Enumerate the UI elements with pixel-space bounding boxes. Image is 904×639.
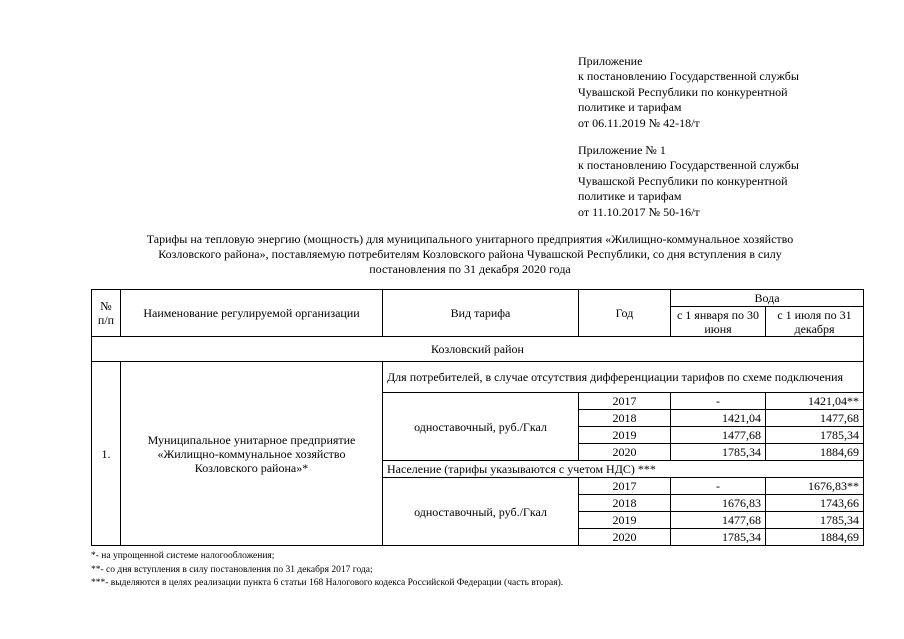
appendix-line: политике и тарифам [578, 189, 682, 204]
header-period-2: с 1 июля по 31 декабря [766, 307, 864, 337]
footnote: *- на упрощенной системе налогообложения; [91, 551, 275, 561]
header-water: Вода [671, 290, 864, 307]
value-cell: 1421,04 [671, 410, 766, 427]
value-cell: 1421,04** [766, 393, 864, 410]
value-cell: 1477,68 [766, 410, 864, 427]
appendix-line: Приложение [578, 54, 643, 68]
document-title [100, 232, 840, 278]
value-cell: 1785,34 [671, 444, 766, 461]
year-cell: 2020 [579, 529, 671, 546]
appendix-line: к постановлению Государственной службы [578, 158, 799, 173]
group-2-title: Население (тарифы указываются с учетом НДС) *** [383, 461, 864, 478]
group-title-row [92, 362, 864, 393]
footnotes [91, 550, 563, 591]
appendix-line: к постановлению Государственной службы [578, 69, 799, 84]
header-year: Год [579, 290, 671, 337]
footnote: **- со дня вступления в силу постановления по 31 декабря 2017 года; [91, 564, 373, 575]
appendix-block-2 [578, 143, 799, 220]
appendix-block-1 [578, 54, 799, 131]
tariff-type-cell: одноставочный, руб./Гкал [383, 393, 579, 461]
group-1-title: Для потребителей, в случае отсутствия дифференциации тарифов по схеме подключения [383, 362, 864, 393]
value-cell: 1676,83 [671, 495, 766, 512]
tariff-type-cell: одноставочный, руб./Гкал [383, 478, 579, 546]
header-org: Наименование регулируемой организации [121, 290, 383, 337]
value-cell: 1785,34 [766, 427, 864, 444]
district-name: Козловский район [92, 337, 864, 362]
appendix-line: Чувашской Республики по конкурентной [578, 84, 788, 99]
organization-name: Муниципальное унитарное предприятие «Жилищно-коммунальное хозяйство Козловского района»* [121, 362, 383, 546]
value-cell: 1477,68 [671, 427, 766, 444]
value-cell: 1884,69 [766, 529, 864, 546]
row-number: 1. [92, 362, 121, 546]
value-cell: 1785,34 [671, 529, 766, 546]
value-cell: 1477,68 [671, 512, 766, 529]
header-row [92, 290, 864, 307]
value-cell: 1743,66 [766, 495, 864, 512]
year-cell: 2019 [579, 512, 671, 529]
year-cell: 2020 [579, 444, 671, 461]
value-cell: 1884,69 [766, 444, 864, 461]
appendix-line: Чувашской Республики по конкурентной [578, 173, 788, 188]
value-cell: - [671, 393, 766, 410]
title-line: Тарифы на тепловую энергию (мощность) для муниципального унитарного предприятия «Жилищно-коммунальное хозяйство [146, 232, 794, 246]
year-cell: 2018 [579, 410, 671, 427]
tariff-table [91, 289, 864, 546]
footnote: ***- выделяются в целях реализации пункта 6 статьи 168 Налогового кодекса Российской Федерации (часть вторая). [91, 578, 564, 588]
header-tariff-type: Вид тарифа [383, 290, 579, 337]
year-cell: 2018 [579, 495, 671, 512]
value-cell: 1676,83** [766, 478, 864, 495]
value-cell: - [671, 478, 766, 495]
title-line: Козловского района», поставляемую потребителям Козловского района Чувашской Республики, со дня вступления в силу [158, 247, 782, 262]
value-cell: 1785,34 [766, 512, 864, 529]
appendix-line: от 06.11.2019 № 42-18/т [578, 115, 700, 130]
header-period-1: с 1 января по 30 июня [671, 307, 766, 337]
title-line: постановления по 31 декабря 2020 года [369, 262, 571, 277]
appendix-line: от 11.10.2017 № 50-16/т [578, 204, 700, 219]
district-row [92, 337, 864, 362]
header-num: № п/п [92, 290, 121, 337]
year-cell: 2017 [579, 393, 671, 410]
year-cell: 2017 [579, 478, 671, 495]
appendix-line: Приложение № 1 [578, 143, 666, 157]
year-cell: 2019 [579, 427, 671, 444]
appendix-line: политике и тарифам [578, 100, 682, 115]
